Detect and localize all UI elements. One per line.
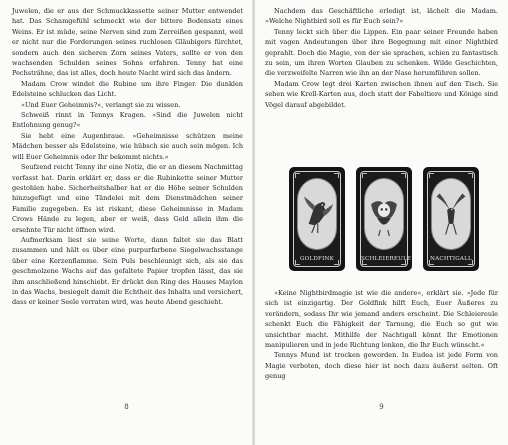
card-goldfink (289, 167, 345, 271)
paragraph: Madam Crow legt drei Karten zwischen ihnen auf den Tisch. Sie sehen wie Krell-Karten aus, doch statt der Fabeltiere und Könige sind Vögel darauf abgebildet. (265, 79, 498, 109)
page-number: 8 (124, 403, 129, 411)
nightingale-icon (431, 178, 471, 250)
card-nachtigall (423, 167, 479, 271)
card-label: GOLDFINK (299, 256, 335, 262)
right-page (255, 0, 508, 445)
card-label: NACHTIGALL (430, 256, 472, 262)
paragraph: Seufzend reicht Tenny ihr eine Notiz, die er an diesem Nachmittag verfasst hat. Darin erklärt er, dass er die Rubinkette seiner Mutter gestohlen habe. Sicherheitshalber hat er die Höhe seiner Schulden hinzugefügt und eine Tändelei mit dem Dienstmädchen seiner Familie zugegeben. Es ist riskant, diese Geheimnisse in Madam Crows Hände zu legen, aber er weiß, dass Geld allein ihm die ersehnte Tür nicht öffnen wird. (12, 163, 243, 234)
paragraph: Sie hebt eine Augenbraue. »Geheimnisse schützen meine Mädchen besser als Edelsteine, wie hübsch sie auch sein mögen. Ich will Euer Geheimnis oder Ihr bekommt nichts.« (12, 131, 243, 161)
goldfinch-icon (297, 178, 337, 250)
paragraph: Aufmerksam liest sie seine Worte, dann faltet sie das Blatt zusammen und hält es über eine purpurfarbene Siegelwachsstange über eine Kerzenflamme. Sein Puls beschleunigt sich, als sie das geschmolzene Wachs auf das gefaltete Papier tropfen lässt, das sie ihm anschließend hinschiebt. Er drückt den Ring des Hauses Maylon in das Wachs, besiegelt damit die Echtheit des Inhalts und versichert, dass er keiner Seele verraten wird, was heute Abend geschieht. (12, 235, 243, 307)
bird-cards-illustration (289, 167, 479, 273)
paragraph: Schweiß rinnt in Tennys Kragen. »Sind die Juwelen nicht Entlohnung genug?« (12, 111, 243, 130)
paragraph: Juwelen, die er aus der Schmuckkassette seiner Mutter entwendet hat. Das Schamgefühl schmeckt wie der bittere Bodensatz eines Weins. Er ist müde, seine Nerven sind zum Zerreißen gespannt, weil er nicht nur die Forderungen seines ruchlosen Gläubigers fürchtet, sondern auch den sicheren Zorn seines Vaters, sollte er von den wachsenden Schulden seines Sohns erfahren. Tenny hat eine Pechsträhne, das ist alles, doch heute Nacht wird sich das ändern. (12, 7, 243, 78)
paragraph: Tenny leckt sich über die Lippen. Ein paar seiner Freunde haben mit vagen Andeutungen über ihre Begegnung mit einer Nightbird geprahlt. Doch die Magie, von der sie sprachen, schien zu fantastisch zu sein, um ihren Worten Glauben zu schenken. Wilde Geschichten, die verzweifelte Narren wie ihn an der Nase herumführen sollen. (265, 27, 498, 78)
paragraph: Madam Crow windet die Rubine um ihre Finger. Die dunklen Edelsteine schlucken das Licht. (12, 79, 243, 99)
paragraph: Nachdem das Geschäftliche erledigt ist, lächelt die Madam. »Welche Nightbird soll es für Euch sein?« (265, 7, 498, 26)
owl-icon (364, 178, 404, 250)
paragraph: »Und Euer Geheimnis?«, verlangt sie zu wissen. (21, 100, 181, 109)
card-label: SCHLEIEREULE (361, 256, 412, 262)
right-page-text-top (265, 6, 498, 110)
left-page (0, 0, 253, 445)
page-number: 9 (379, 403, 384, 411)
paragraph: »Keine Nightbirdmagie ist wie die andere«, erklärt sie. »Jede für sich ist einzigartig. Der Goldfink hilft Euch, Euer Äußeres zu verändern, sodass Ihr wie jemand anders erscheint. Die Schleiereule schenkt Euch die Fähigkeit der Tarnung, die Euch so gut wie unsichtbar macht. Mithilfe der Nachtigall könnt Ihr Emotionen manipulieren und in jede Richtung lenken, die Ihr Euch wünscht.« (265, 289, 498, 350)
right-page-text-bottom (265, 288, 498, 382)
left-page-text (12, 6, 243, 308)
card-schleiereule (356, 167, 412, 271)
paragraph: Tennys Mund ist trocken geworden. In Eudea ist jede Form von Magie verboten, doch diese hier ist noch dazu äußerst selten. Oft genug (265, 351, 498, 381)
